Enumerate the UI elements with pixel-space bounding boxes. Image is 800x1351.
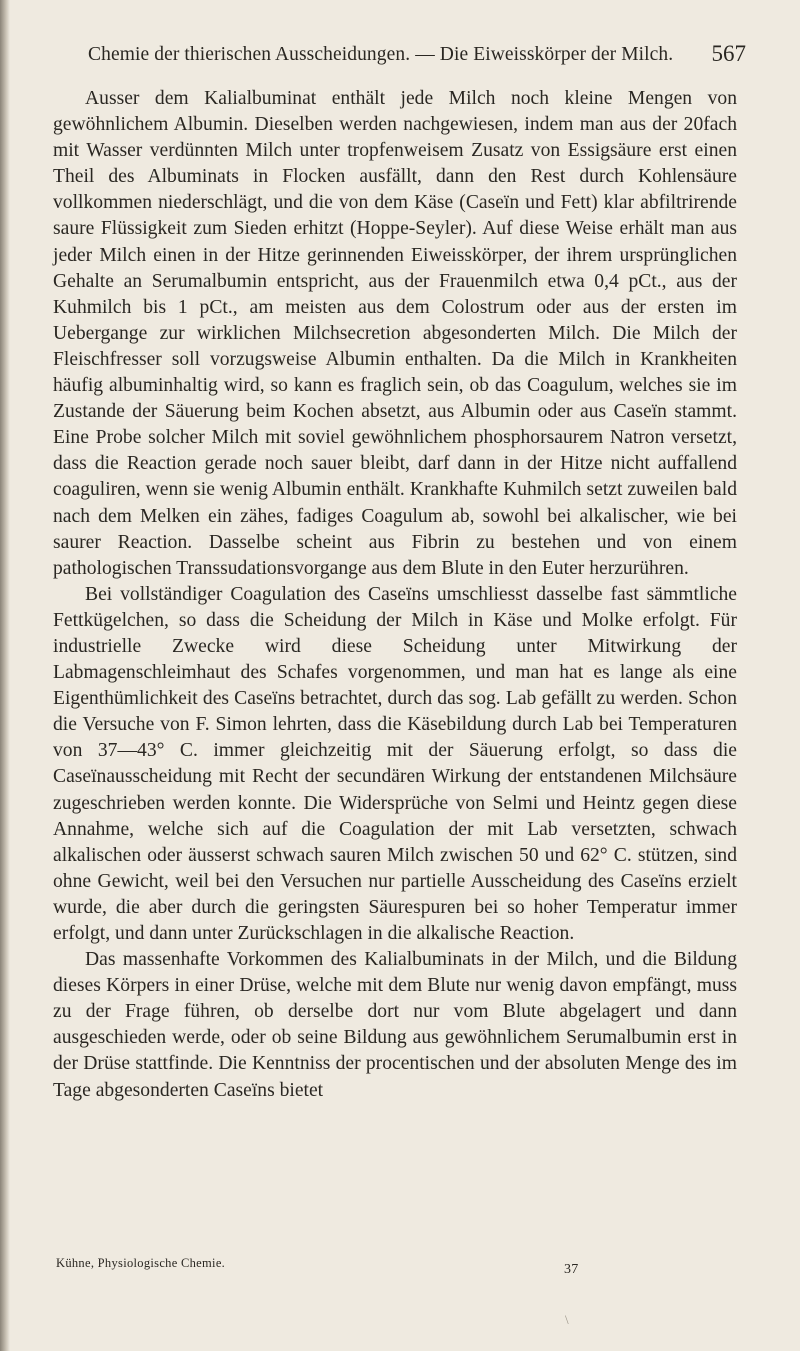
stray-mark: \ <box>565 1312 569 1327</box>
running-header <box>88 41 746 66</box>
footer-book-title: Kühne, Physiologische Chemie. <box>56 1256 226 1270</box>
paragraph: Das massenhafte Vorkommen des Kalialbuminats in der Milch, und die Bildung dieses Körpers in einer Drüse, welche mit dem Blute nur wenig davon empfängt, muss zu der Frage führen, ob derselbe dort nur vom Blute abgelagert und dann ausgeschieden werde, oder ob seine Bildung aus gewöhnlichem Serumalbumin erst in der Drüse stattfinde. Die Kenntniss der procentischen und der absoluten Menge des im Tage abgesonderten Caseïns bietet <box>53 949 737 1101</box>
page-number: 567 <box>711 41 746 66</box>
paragraph: Bei vollständiger Coagulation des Caseïns umschliesst dasselbe fast sämmtliche Fettkügelchen, so dass die Scheidung der Milch in Käse und Molke erfolgt. Für industrielle Zwecke wird diese Scheidung unter Mitwirkung der Labmagenschleimhaut des Schafes vorgenommen, und man hat es lange als eine Eigenthümlichkeit des Caseïns betrachtet, durch das sog. Lab gefällt zu werden. Schon die Versuche von F. Simon lehrten, dass die Käsebildung durch Lab bei Temperaturen von 37—43° C. immer gleichzeitig mit der Säuerung erfolgt, so dass die Caseïnausscheidung mit Recht der secundären Wirkung der entstandenen Milchsäure zugeschrieben werden konnte. Die Widersprüche von Selmi und Heintz gegen diese Annahme, welche sich auf die Coagulation der mit Lab versetzten, schwach alkalischen oder äusserst schwach sauren Milch zwischen 50 und 62° C. stützen, sind ohne Gewicht, weil bei den Versuchen nur partielle Ausscheidung des Caseïns erzielt wurde, die aber durch die geringsten Säurespuren bei so hoher Temperatur immer erfolgt, und dann unter Zurückschlagen in die alkalische Reaction. <box>53 583 737 944</box>
body-text <box>53 86 737 1104</box>
page-edge <box>0 0 10 1351</box>
footer <box>56 1256 736 1277</box>
header-title: Chemie der thierischen Ausscheidungen. — Die Eiweisskörper der Milch. <box>88 44 674 65</box>
paragraph: Ausser dem Kalialbuminat enthält jede Milch noch kleine Mengen von gewöhnlichem Albumin. Dieselben werden nachgewiesen, indem man aus der 20fach mit Wasser verdünnten Milch unter tropfenweisem Zusatz von Essigsäure erst einen Theil des Albuminats in Flocken ausfällt, dann den Rest durch Kohlensäure vollkommen niederschlägt, und die von dem Käse (Caseïn und Fett) klar abfiltrirende saure Flüssigkeit zum Sieden erhitzt (Hoppe-Seyler). Auf diese Weise erhält man aus jeder Milch einen in der Hitze gerinnenden Eiweisskörper, der ihrem ursprünglichen Gehalte an Serumalbumin entspricht, aus der Frauenmilch etwa 0,4 pCt., aus der Kuhmilch bis 1 pCt., am meisten aus dem Colostrum oder aus der ersten im Uebergange zur wirklichen Milchsecretion abgesonderten Milch. Die Milch der Fleischfresser soll vorzugsweise Albumin enthalten. Da die Milch in Krankheiten häufig albuminhaltig wird, so kann es fraglich sein, ob das Coagulum, welches sie im Zustande der Säuerung beim Kochen absetzt, aus Albumin oder aus Caseïn stammt. Eine Probe solcher Milch mit soviel gewöhnlichem phosphorsaurem Natron versetzt, dass die Reaction gerade noch sauer bleibt, darf dann in der Hitze nicht auffallend coaguliren, wenn sie wenig Albumin enthält. Krankhafte Kuhmilch setzt zuweilen bald nach dem Melken ein zähes, fadiges Coagulum ab, sowohl bei alkalischer, wie bei saurer Reaction. Dasselbe scheint aus Fibrin zu bestehen und von einem pathologischen Transsudationsvorgange aus dem Blute in den Euter herzurühren. <box>53 88 737 579</box>
signature-mark: 37 <box>564 1262 579 1277</box>
